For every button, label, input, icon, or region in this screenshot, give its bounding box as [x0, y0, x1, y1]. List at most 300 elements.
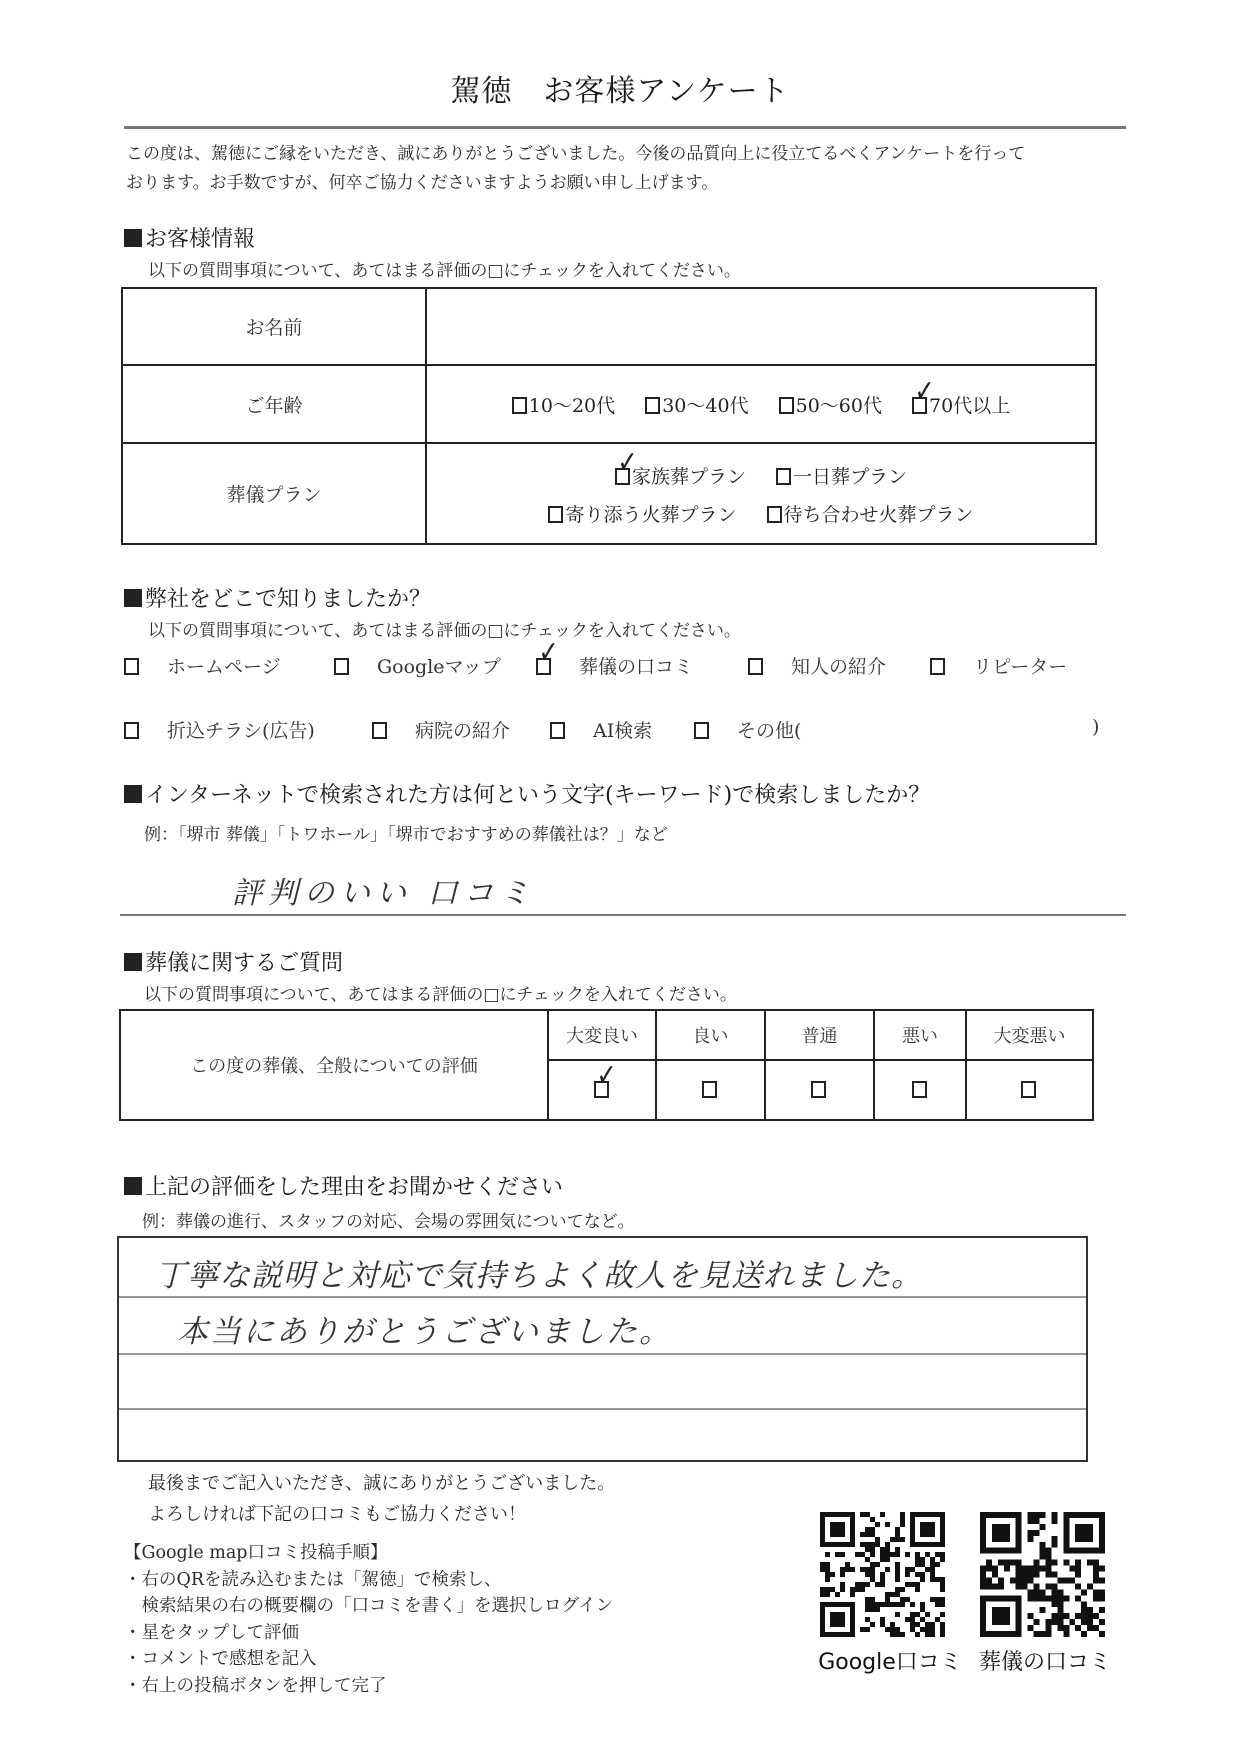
- qr-module: [940, 1577, 945, 1582]
- checkbox[interactable]: [550, 722, 565, 739]
- checkbox-checked[interactable]: [594, 1081, 609, 1098]
- google-step: 検索結果の右の概要欄の「口コミを書く」を選択しログイン: [124, 1596, 614, 1616]
- qr-module: [885, 1552, 890, 1557]
- qr-module: [915, 1632, 920, 1637]
- qr-module: [1040, 1595, 1046, 1601]
- qr-module: [940, 1612, 945, 1617]
- reason-text-area[interactable]: [117, 1236, 1088, 1462]
- plan-option-yorisou-cremation[interactable]: 寄り添う火葬プラン: [548, 496, 736, 534]
- qr-module: [895, 1572, 900, 1577]
- qr-module: [1051, 1518, 1057, 1524]
- qr-module: [825, 1562, 830, 1567]
- qr-module: [915, 1557, 920, 1562]
- qr-module: [1040, 1542, 1046, 1548]
- qr-module: [930, 1572, 935, 1577]
- qr-module: [925, 1552, 930, 1557]
- qr-module: [1057, 1595, 1063, 1601]
- qr-module: [850, 1567, 855, 1572]
- qr-module: [920, 1617, 925, 1622]
- square-bullet-icon: [124, 785, 142, 803]
- qr-module: [880, 1547, 885, 1552]
- qr-module: [1045, 1625, 1051, 1631]
- qr-module: [895, 1567, 900, 1572]
- qr-module: [840, 1552, 845, 1557]
- qr-module: [905, 1552, 910, 1557]
- intro-text: [126, 140, 1126, 198]
- qr-module: [915, 1582, 920, 1587]
- reason-line-1: 丁寧な説明と対応で気持ちよく故人を見送れました。: [155, 1258, 923, 1294]
- ruled-line: [119, 1408, 1086, 1410]
- qr-module: [1099, 1577, 1105, 1583]
- age-option-70-plus[interactable]: ✓ 70代以上: [912, 391, 1010, 418]
- qr-module: [870, 1562, 875, 1567]
- qr-module: [1051, 1572, 1057, 1578]
- qr-module: [880, 1602, 885, 1607]
- qr-module: [830, 1587, 835, 1592]
- keyword-answer[interactable]: 評判のいい 口コミ: [232, 876, 536, 911]
- checkbox-checked[interactable]: [615, 468, 630, 485]
- qr-code-icon[interactable]: [820, 1512, 945, 1637]
- qr-module: [940, 1627, 945, 1632]
- qr-module: [1051, 1589, 1057, 1595]
- qr-module: [1004, 1566, 1010, 1572]
- qr-module: [1045, 1595, 1051, 1601]
- qr-module: [870, 1517, 875, 1522]
- qr-module: [885, 1627, 890, 1632]
- qr-module: [825, 1577, 830, 1582]
- qr-module: [895, 1602, 900, 1607]
- google-steps-heading: 【Google map口コミ投稿手順】: [124, 1543, 388, 1563]
- qr-module: [895, 1577, 900, 1582]
- qr-module: [1016, 1572, 1022, 1578]
- name-field[interactable]: [426, 288, 1096, 365]
- qr-module: [900, 1632, 905, 1637]
- checkbox[interactable]: [124, 658, 139, 675]
- checkbox[interactable]: [779, 397, 794, 414]
- qr-module: [1063, 1625, 1069, 1631]
- qr-module: [895, 1627, 900, 1632]
- qr-module: [875, 1602, 880, 1607]
- qr-module: [1045, 1619, 1051, 1625]
- qr-module: [1016, 1583, 1022, 1589]
- checkbox[interactable]: [930, 658, 945, 675]
- qr-module: [930, 1557, 935, 1562]
- rating-header-bad: 悪い: [874, 1010, 966, 1060]
- qr-module: [860, 1532, 865, 1537]
- qr-module: [905, 1597, 910, 1602]
- qr-google[interactable]: [820, 1512, 960, 1676]
- qr-module: [915, 1552, 920, 1557]
- rating-header-good: 良い: [656, 1010, 765, 1060]
- qr-module: [1022, 1572, 1028, 1578]
- qr-module: [825, 1587, 830, 1592]
- qr-module: [980, 1566, 986, 1572]
- square-bullet-icon: [124, 953, 142, 971]
- qr-module: [920, 1607, 925, 1612]
- qr-module: [865, 1567, 870, 1572]
- qr-module: [1040, 1512, 1046, 1518]
- checkbox[interactable]: [334, 658, 349, 675]
- rating-cell-very-good[interactable]: [548, 1060, 656, 1120]
- qr-module: [905, 1567, 910, 1572]
- section-heading-source: 弊社をどこで知りましたか？: [124, 582, 431, 613]
- qr-module: [920, 1572, 925, 1577]
- reason-line-2: 本当にありがとうございました。: [177, 1314, 672, 1350]
- qr-module: [900, 1537, 905, 1542]
- qr-module: [930, 1562, 935, 1567]
- source-option-funeral-reviews[interactable]: ✓ 葬儀の口コミ: [536, 652, 693, 679]
- qr-module: [865, 1627, 870, 1632]
- ruled-line: [119, 1296, 1086, 1298]
- qr-module: [900, 1597, 905, 1602]
- qr-module: [1045, 1572, 1051, 1578]
- qr-module: [1081, 1613, 1087, 1619]
- source-other-close-paren: ): [1092, 716, 1100, 738]
- qr-module: [890, 1632, 895, 1637]
- qr-module: [1051, 1595, 1057, 1601]
- title-divider: [124, 126, 1126, 129]
- age-option-50-60[interactable]: 50～60代: [779, 391, 882, 418]
- section-heading-keyword: インターネットで検索された方は何という文字(キーワード)で検索しましたか？: [124, 778, 930, 809]
- source-option-other[interactable]: その他(: [694, 716, 801, 743]
- qr-module: [875, 1522, 880, 1527]
- qr-module: [998, 1577, 1004, 1583]
- rating-cell-very-bad[interactable]: [966, 1060, 1093, 1120]
- qr-module: [1057, 1577, 1063, 1583]
- qr-module: [860, 1627, 865, 1632]
- name-label: お名前: [122, 288, 426, 365]
- qr-module: [925, 1627, 930, 1632]
- rating-cell-bad[interactable]: [874, 1060, 966, 1120]
- qr-module: [1034, 1583, 1040, 1589]
- google-step: ・右のQRを読み込むまたは「駕徳」で検索し、: [124, 1569, 502, 1590]
- qr-module: [825, 1572, 830, 1577]
- funeral-question-instruction: 以下の質問事項について、あてはまる評価の□にチェックを入れてください。: [144, 985, 737, 1005]
- qr-module: [1075, 1566, 1081, 1572]
- qr-module: [865, 1542, 870, 1547]
- checkbox[interactable]: [776, 468, 791, 485]
- qr-module: [870, 1622, 875, 1627]
- qr-module: [920, 1602, 925, 1607]
- qr-module: [1045, 1566, 1051, 1572]
- qr-module: [1087, 1583, 1093, 1589]
- checkbox[interactable]: [372, 722, 387, 739]
- qr-module: [885, 1547, 890, 1552]
- qr-module: [920, 1562, 925, 1567]
- qr-module: [885, 1567, 890, 1572]
- plan-label: 葬儀プラン: [122, 443, 426, 544]
- qr-module: [1028, 1572, 1034, 1578]
- qr-module: [1010, 1560, 1016, 1566]
- checkbox[interactable]: [811, 1081, 826, 1098]
- qr-module: [880, 1622, 885, 1627]
- qr-module: [986, 1560, 992, 1566]
- qr-module: [905, 1572, 910, 1577]
- source-options-row-1: [124, 652, 1124, 682]
- qr-module: [835, 1552, 840, 1557]
- qr-module: [875, 1542, 880, 1547]
- qr-module: [860, 1587, 865, 1592]
- qr-module: [1099, 1589, 1105, 1595]
- source-option-referral[interactable]: 知人の紹介: [748, 652, 886, 679]
- qr-module: [1045, 1548, 1051, 1554]
- qr-module: [1051, 1512, 1057, 1518]
- qr-module: [880, 1512, 885, 1517]
- qr-module: [1057, 1613, 1063, 1619]
- qr-module: [1057, 1607, 1063, 1613]
- qr-module: [1022, 1566, 1028, 1572]
- qr-module: [998, 1560, 1004, 1566]
- checkbox-checked[interactable]: [912, 397, 927, 414]
- qr-module: [1057, 1601, 1063, 1607]
- qr-module: [855, 1582, 860, 1587]
- qr-module: [1028, 1577, 1034, 1583]
- qr-module: [870, 1547, 875, 1552]
- age-option-10-20[interactable]: 10～20代: [512, 391, 615, 418]
- google-step: ・星をタップして評価: [124, 1622, 299, 1643]
- rating-header-very-good: 大変良い: [548, 1010, 656, 1060]
- qr-module: [1087, 1613, 1093, 1619]
- qr-module: [875, 1537, 880, 1542]
- qr-module: [900, 1522, 905, 1527]
- qr-module: [930, 1577, 935, 1582]
- qr-module: [915, 1612, 920, 1617]
- closing-text: [148, 1468, 615, 1530]
- square-bullet-icon: [124, 1177, 142, 1195]
- qr-module: [870, 1597, 875, 1602]
- intro-line: この度は、駕徳にご縁をいただき、誠にありがとうございました。今後の品質向上に役立てるべくアンケートを行って: [126, 144, 1026, 164]
- qr-module: [1045, 1631, 1051, 1637]
- qr-module: [900, 1602, 905, 1607]
- qr-module: [1051, 1583, 1057, 1589]
- qr-module: [880, 1577, 885, 1582]
- qr-module: [870, 1542, 875, 1547]
- section-heading-customer-info: お客様情報: [124, 222, 255, 253]
- square-bullet-icon: [124, 589, 142, 607]
- checkbox[interactable]: [512, 397, 527, 414]
- checkbox[interactable]: [767, 506, 782, 523]
- plan-option-family[interactable]: ✓家族葬プラン: [615, 458, 746, 496]
- qr-module: [1087, 1619, 1093, 1625]
- qr-module: [880, 1552, 885, 1557]
- rating-header-very-bad: 大変悪い: [966, 1010, 1093, 1060]
- qr-module: [865, 1557, 870, 1562]
- checkbox[interactable]: [645, 397, 660, 414]
- qr-module: [1093, 1560, 1099, 1566]
- qr-module: [1081, 1619, 1087, 1625]
- qr-module: [865, 1582, 870, 1587]
- qr-module: [860, 1567, 865, 1572]
- qr-module: [1034, 1512, 1040, 1518]
- qr-module: [940, 1632, 945, 1637]
- qr-module: [1063, 1560, 1069, 1566]
- qr-module: [885, 1602, 890, 1607]
- qr-module: [992, 1607, 1010, 1625]
- qr-module: [875, 1582, 880, 1587]
- qr-module: [1081, 1631, 1087, 1637]
- checkbox[interactable]: [702, 1081, 717, 1098]
- qr-module: [998, 1583, 1004, 1589]
- qr-module: [925, 1632, 930, 1637]
- qr-module: [1040, 1607, 1046, 1613]
- qr-module: [910, 1612, 915, 1617]
- google-step: ・右上の投稿ボタンを押して完了: [124, 1675, 387, 1696]
- qr-module: [865, 1617, 870, 1622]
- source-option-homepage[interactable]: ホームページ: [124, 652, 281, 679]
- checkbox-checked[interactable]: [536, 658, 551, 675]
- qr-module: [1069, 1566, 1075, 1572]
- rating-header-normal: 普通: [765, 1010, 874, 1060]
- qr-module: [920, 1557, 925, 1562]
- qr-module: [930, 1567, 935, 1572]
- qr-module: [870, 1527, 875, 1532]
- qr-module: [1057, 1625, 1063, 1631]
- qr-caption: Google口コミ: [818, 1650, 962, 1675]
- qr-module: [1099, 1566, 1105, 1572]
- qr-module: [895, 1562, 900, 1567]
- source-option-repeater[interactable]: リピーター: [930, 652, 1067, 679]
- checkbox[interactable]: [548, 506, 563, 523]
- qr-module: [900, 1517, 905, 1522]
- qr-module: [865, 1527, 870, 1532]
- qr-module: [870, 1602, 875, 1607]
- qr-module: [940, 1597, 945, 1602]
- customer-info-instruction: 以下の質問事項について、あてはまる評価の□にチェックを入れてください。: [148, 261, 741, 281]
- qr-module: [1063, 1595, 1069, 1601]
- qr-module: [870, 1567, 875, 1572]
- qr-module: [1051, 1560, 1057, 1566]
- qr-module: [1093, 1589, 1099, 1595]
- qr-module: [910, 1617, 915, 1622]
- qr-module: [1057, 1619, 1063, 1625]
- checkbox[interactable]: [912, 1081, 927, 1098]
- checkbox[interactable]: [694, 722, 709, 739]
- qr-module: [1087, 1560, 1093, 1566]
- qr-module: [895, 1587, 900, 1592]
- qr-module: [830, 1572, 835, 1577]
- qr-module: [1075, 1613, 1081, 1619]
- qr-module: [1034, 1572, 1040, 1578]
- qr-module: [1028, 1530, 1034, 1536]
- qr-module: [920, 1627, 925, 1632]
- qr-module: [940, 1622, 945, 1627]
- qr-module: [1075, 1583, 1081, 1589]
- closing-line: 最後までご記入いただき、誠にありがとうございました。: [148, 1473, 616, 1494]
- qr-module: [870, 1607, 875, 1612]
- source-option-hospital[interactable]: 病院の紹介: [372, 716, 510, 743]
- qr-module: [915, 1587, 920, 1592]
- plan-option-one-day[interactable]: 一日葬プラン: [776, 458, 907, 496]
- page-title: 駕徳 お客様アンケート: [450, 74, 790, 109]
- qr-module: [980, 1583, 986, 1589]
- checkbox[interactable]: [1021, 1081, 1036, 1098]
- checkbox[interactable]: [748, 658, 763, 675]
- qr-module: [1069, 1577, 1075, 1583]
- qr-module: [890, 1627, 895, 1632]
- qr-module: [880, 1582, 885, 1587]
- qr-module: [895, 1547, 900, 1552]
- rating-table: [119, 1009, 1094, 1121]
- qr-module: [875, 1562, 880, 1567]
- qr-code-icon[interactable]: [980, 1512, 1105, 1637]
- qr-module: [860, 1582, 865, 1587]
- qr-module: [920, 1577, 925, 1582]
- qr-module: [986, 1583, 992, 1589]
- rating-cell-good[interactable]: [656, 1060, 765, 1120]
- qr-module: [935, 1577, 940, 1582]
- qr-module: [1069, 1619, 1075, 1625]
- source-option-flyer[interactable]: 折込チラシ(広告): [124, 716, 315, 743]
- qr-module: [1045, 1560, 1051, 1566]
- qr-module: [895, 1537, 900, 1542]
- rating-cell-normal[interactable]: [765, 1060, 874, 1120]
- qr-funeral-reviews[interactable]: [980, 1512, 1120, 1676]
- age-label: ご年齢: [122, 365, 426, 443]
- qr-module: [1040, 1631, 1046, 1637]
- age-option-30-40[interactable]: 30～40代: [645, 391, 748, 418]
- qr-module: [840, 1572, 845, 1577]
- qr-module: [1093, 1595, 1099, 1601]
- qr-module: [925, 1612, 930, 1617]
- qr-module: [895, 1527, 900, 1532]
- qr-module: [935, 1597, 940, 1602]
- qr-module: [905, 1582, 910, 1587]
- qr-module: [825, 1592, 830, 1597]
- qr-module: [910, 1582, 915, 1587]
- qr-module: [1087, 1607, 1093, 1613]
- qr-module: [880, 1617, 885, 1622]
- qr-module: [1016, 1577, 1022, 1583]
- qr-module: [1099, 1619, 1105, 1625]
- qr-module: [865, 1602, 870, 1607]
- qr-module: [845, 1562, 850, 1567]
- closing-line: よろしければ下記の口コミもご協力ください！: [148, 1504, 526, 1525]
- qr-module: [890, 1552, 895, 1557]
- qr-module: [845, 1567, 850, 1572]
- qr-module: [992, 1566, 998, 1572]
- qr-module: [1063, 1577, 1069, 1583]
- qr-module: [870, 1577, 875, 1582]
- qr-module: [830, 1612, 845, 1627]
- qr-module: [1034, 1619, 1040, 1625]
- qr-module: [885, 1557, 890, 1562]
- qr-module: [870, 1572, 875, 1577]
- qr-module: [890, 1537, 895, 1542]
- qr-module: [1040, 1566, 1046, 1572]
- plan-option-machiawase-cremation[interactable]: 待ち合わせ火葬プラン: [767, 496, 974, 534]
- qr-module: [935, 1617, 940, 1622]
- qr-module: [860, 1512, 865, 1517]
- ruled-line: [119, 1353, 1086, 1355]
- qr-module: [1075, 1625, 1081, 1631]
- qr-module: [895, 1592, 900, 1597]
- qr-module: [1045, 1554, 1051, 1560]
- source-option-ai-search[interactable]: AI検索: [550, 716, 652, 743]
- qr-module: [875, 1607, 880, 1612]
- checkbox[interactable]: [124, 722, 139, 739]
- qr-module: [885, 1592, 890, 1597]
- source-instruction: 以下の質問事項について、あてはまる評価の□にチェックを入れてください。: [148, 621, 741, 641]
- qr-module: [1040, 1548, 1046, 1554]
- qr-module: [1022, 1583, 1028, 1589]
- qr-module: [1004, 1560, 1010, 1566]
- qr-module: [865, 1572, 870, 1577]
- source-option-google-map[interactable]: Googleマップ: [334, 652, 501, 679]
- qr-module: [1022, 1577, 1028, 1583]
- qr-module: [910, 1602, 915, 1607]
- qr-module: [890, 1622, 895, 1627]
- qr-module: [820, 1587, 825, 1592]
